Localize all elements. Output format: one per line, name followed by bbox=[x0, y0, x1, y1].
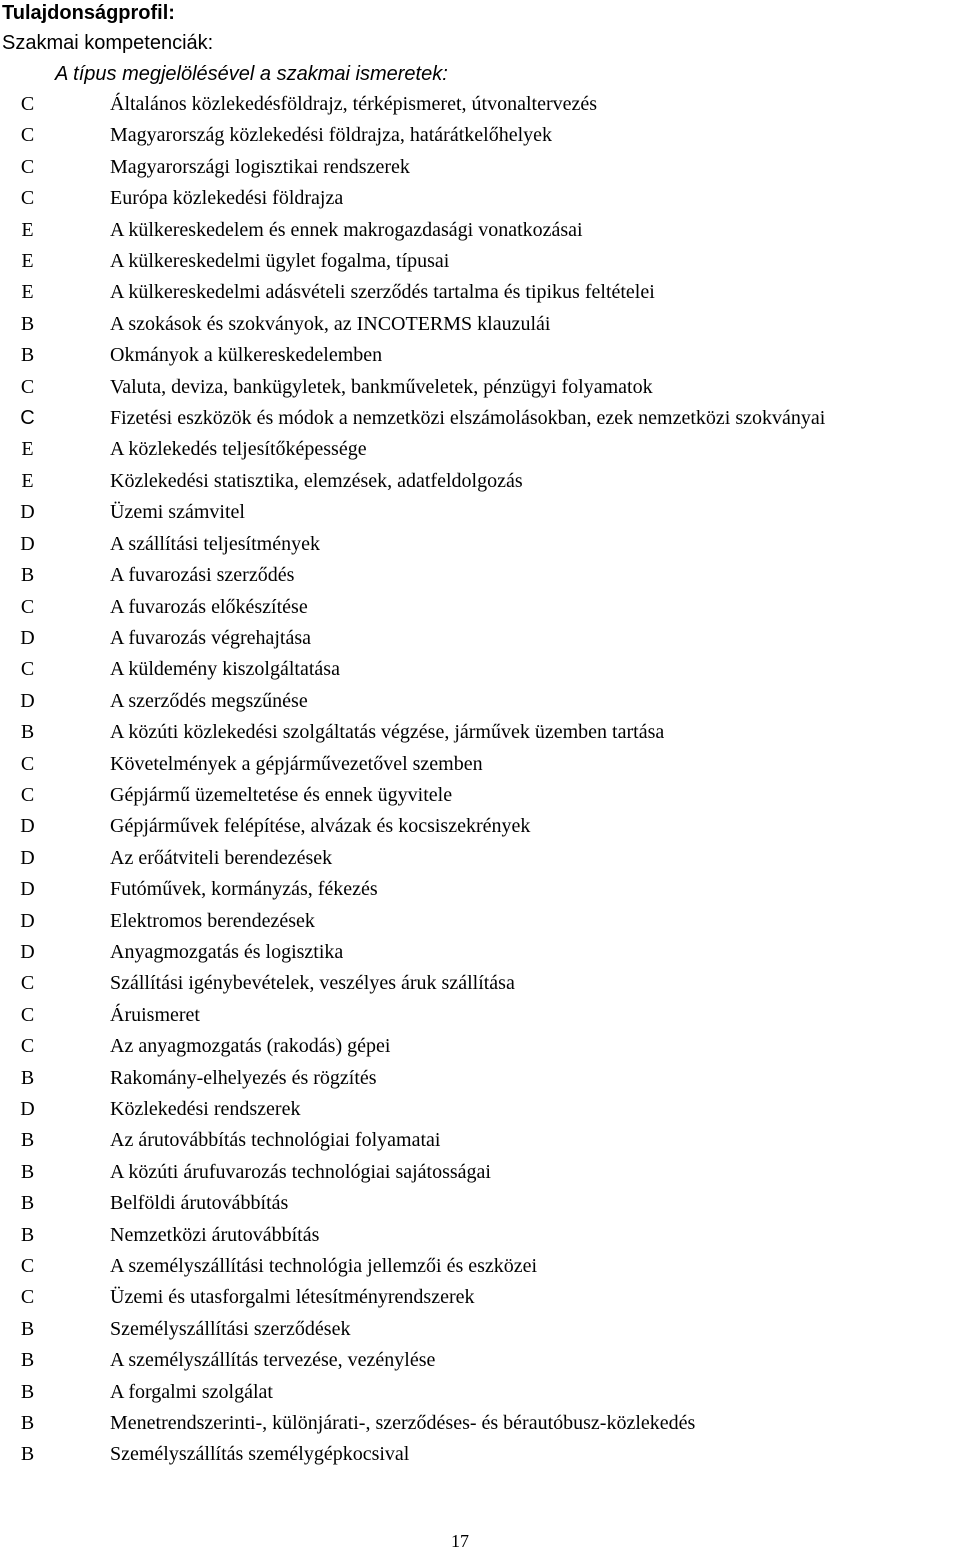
competency-text: A fuvarozás előkészítése bbox=[110, 595, 308, 618]
type-code: B bbox=[20, 1412, 35, 1435]
type-code: E bbox=[21, 250, 34, 273]
list-item bbox=[0, 309, 960, 340]
intro-text: A típus megjelölésével a szakmai ismeretek: bbox=[55, 63, 448, 85]
list-item bbox=[0, 843, 960, 874]
list-item bbox=[0, 215, 960, 246]
list-item bbox=[0, 1094, 960, 1125]
type-code: B bbox=[20, 721, 35, 744]
competency-text: Üzemi számvitel bbox=[110, 501, 245, 524]
type-code: D bbox=[20, 878, 35, 901]
competency-text: A külkereskedelmi adásvételi szerződés tartalma és tipikus feltételei bbox=[110, 281, 655, 304]
list-item bbox=[0, 340, 960, 371]
page-number: 17 bbox=[451, 1531, 469, 1551]
competency-text: Áruismeret bbox=[110, 1003, 200, 1026]
list-item bbox=[0, 1063, 960, 1094]
competency-text: A fuvarozási szerződés bbox=[110, 564, 295, 587]
type-code: E bbox=[21, 281, 34, 304]
type-code: C bbox=[20, 595, 35, 618]
competency-text: Magyarország közlekedési földrajza, határátkelőhelyek bbox=[110, 124, 553, 147]
type-code: D bbox=[20, 626, 35, 649]
list-item bbox=[0, 937, 960, 968]
list-item bbox=[0, 686, 960, 717]
competency-text: A szállítási teljesítmények bbox=[110, 532, 320, 555]
list-item bbox=[0, 497, 960, 528]
type-code: D bbox=[20, 532, 35, 555]
list-item bbox=[0, 1220, 960, 1251]
list-item bbox=[0, 906, 960, 937]
type-code: C bbox=[20, 1003, 35, 1026]
type-code: C bbox=[20, 1255, 35, 1278]
type-code: B bbox=[20, 1223, 35, 1246]
list-item bbox=[0, 1000, 960, 1031]
type-code: B bbox=[20, 1066, 35, 1089]
list-item bbox=[0, 1188, 960, 1219]
competency-text: A közúti közlekedési szolgáltatás végzése, járművek üzemben tartása bbox=[110, 721, 665, 744]
type-code: B bbox=[20, 1160, 35, 1183]
competency-text: A forgalmi szolgálat bbox=[110, 1380, 273, 1403]
type-code: B bbox=[20, 1380, 35, 1403]
competency-text: Szállítási igénybevételek, veszélyes áruk szállítása bbox=[110, 972, 515, 995]
list-item bbox=[0, 120, 960, 151]
competency-text: A személyszállítási technológia jellemzői és eszközei bbox=[110, 1255, 538, 1278]
type-code: C bbox=[20, 658, 35, 681]
type-code: C bbox=[20, 155, 35, 178]
competency-text: Az árutovábbítás technológiai folyamatai bbox=[110, 1129, 441, 1152]
list-item bbox=[0, 592, 960, 623]
list-item bbox=[0, 1157, 960, 1188]
competency-text: A szerződés megszűnése bbox=[110, 689, 308, 712]
list-item bbox=[0, 968, 960, 999]
competency-text: A szokások és szokványok, az INCOTERMS klauzulái bbox=[110, 312, 551, 335]
type-code: C bbox=[20, 407, 35, 430]
competency-text: Követelmények a gépjárművezetővel szemben bbox=[110, 752, 483, 775]
list-item bbox=[0, 1282, 960, 1313]
competency-text: Futóművek, kormányzás, fékezés bbox=[110, 878, 378, 901]
list-item bbox=[0, 749, 960, 780]
type-code: B bbox=[20, 564, 35, 587]
list-item bbox=[0, 372, 960, 403]
competency-text: Okmányok a külkereskedelemben bbox=[110, 344, 383, 367]
competency-text: Közlekedési rendszerek bbox=[110, 1098, 301, 1120]
competency-text: Gépjárművek felépítése, alvázak és kocsiszekrények bbox=[110, 815, 531, 838]
type-code: C bbox=[20, 187, 35, 210]
type-code: E bbox=[21, 469, 34, 492]
type-code: D bbox=[20, 940, 35, 963]
competency-text: Személyszállítás személygépkocsival bbox=[110, 1443, 410, 1466]
competency-text: Az erőátviteli berendezések bbox=[110, 846, 333, 869]
list-item bbox=[0, 1377, 960, 1408]
list-item bbox=[0, 403, 960, 434]
type-code: B bbox=[20, 1317, 35, 1340]
list-item bbox=[0, 811, 960, 842]
list-item bbox=[0, 466, 960, 497]
competency-text: Üzemi és utasforgalmi létesítményrendszerek bbox=[110, 1286, 475, 1309]
page-title: Tulajdonságprofil: bbox=[2, 2, 175, 24]
competency-text: Személyszállítási szerződések bbox=[110, 1317, 351, 1340]
competency-text: Nemzetközi árutovábbítás bbox=[110, 1223, 320, 1246]
list-item bbox=[0, 780, 960, 811]
competency-text: A fuvarozás végrehajtása bbox=[110, 626, 312, 649]
competency-text: Európa közlekedési földrajza bbox=[110, 187, 344, 210]
competency-text: Elektromos berendezések bbox=[110, 909, 315, 932]
type-code: B bbox=[20, 1129, 35, 1152]
competency-text: A közúti árufuvarozás technológiai sajátosságai bbox=[110, 1160, 491, 1183]
type-code: C bbox=[20, 783, 35, 806]
competency-text: A külkereskedelmi ügylet fogalma, típusai bbox=[110, 250, 450, 273]
competency-text: A személyszállítás tervezése, vezénylése bbox=[110, 1349, 436, 1372]
type-code: D bbox=[20, 846, 35, 869]
list-item bbox=[0, 1031, 960, 1062]
type-code: C bbox=[20, 124, 35, 147]
list-item bbox=[0, 717, 960, 748]
list-item bbox=[0, 1408, 960, 1439]
competency-text: Magyarországi logisztikai rendszerek bbox=[110, 155, 410, 178]
type-code: B bbox=[20, 1349, 35, 1372]
list-item bbox=[0, 654, 960, 685]
type-code: C bbox=[20, 1286, 35, 1309]
list-item bbox=[0, 1251, 960, 1282]
list-item bbox=[0, 1314, 960, 1345]
competency-text: A közlekedés teljesítőképessége bbox=[110, 438, 367, 461]
type-code: E bbox=[21, 438, 34, 461]
competency-text: Valuta, deviza, bankügyletek, bankműveletek, pénzügyi folyamatok bbox=[110, 375, 653, 398]
type-code: D bbox=[20, 1098, 35, 1120]
section-subtitle: Szakmai kompetenciák: bbox=[2, 32, 214, 54]
type-code: C bbox=[20, 972, 35, 995]
competency-text: Gépjármű üzemeltetése és ennek ügyvitele bbox=[110, 783, 453, 806]
type-code: C bbox=[20, 1035, 35, 1058]
list-item bbox=[0, 1439, 960, 1470]
list-item bbox=[0, 529, 960, 560]
competency-text: Fizetési eszközök és módok a nemzetközi elszámolásokban, ezek nemzetközi szokványai bbox=[110, 407, 826, 430]
type-code: D bbox=[20, 501, 35, 524]
type-code: B bbox=[20, 344, 35, 367]
list-item bbox=[0, 152, 960, 183]
competency-text: Belföldi árutovábbítás bbox=[110, 1192, 289, 1215]
list-item bbox=[0, 1125, 960, 1156]
competency-text: Menetrendszerinti-, különjárati-, szerződéses- és bérautóbusz-közlekedés bbox=[110, 1412, 696, 1435]
type-code: C bbox=[20, 752, 35, 775]
list-item bbox=[0, 434, 960, 465]
list-item bbox=[0, 1345, 960, 1376]
competency-text: Közlekedési statisztika, elemzések, adatfeldolgozás bbox=[110, 469, 523, 492]
list-item bbox=[0, 874, 960, 905]
type-code: D bbox=[20, 815, 35, 838]
list-item bbox=[0, 183, 960, 214]
competency-text: A külkereskedelem és ennek makrogazdasági vonatkozásai bbox=[110, 218, 583, 241]
list-item bbox=[0, 246, 960, 277]
list-item bbox=[0, 89, 960, 120]
competency-text: Anyagmozgatás és logisztika bbox=[110, 940, 344, 963]
type-code: E bbox=[21, 218, 34, 241]
competency-text: A küldemény kiszolgáltatása bbox=[110, 658, 340, 681]
type-code: D bbox=[20, 689, 35, 712]
competency-list bbox=[0, 89, 960, 1471]
type-code: C bbox=[20, 375, 35, 398]
type-code: C bbox=[20, 93, 35, 115]
competency-text: Általános közlekedésföldrajz, térképismeret, útvonaltervezés bbox=[110, 93, 598, 115]
list-item bbox=[0, 560, 960, 591]
list-item bbox=[0, 277, 960, 308]
type-code: B bbox=[20, 1443, 35, 1466]
competency-text: Rakomány-elhelyezés és rögzítés bbox=[110, 1066, 377, 1089]
type-code: B bbox=[20, 1192, 35, 1215]
type-code: D bbox=[20, 909, 35, 932]
list-item bbox=[0, 623, 960, 654]
type-code: B bbox=[20, 312, 35, 335]
competency-text: Az anyagmozgatás (rakodás) gépei bbox=[110, 1035, 391, 1058]
